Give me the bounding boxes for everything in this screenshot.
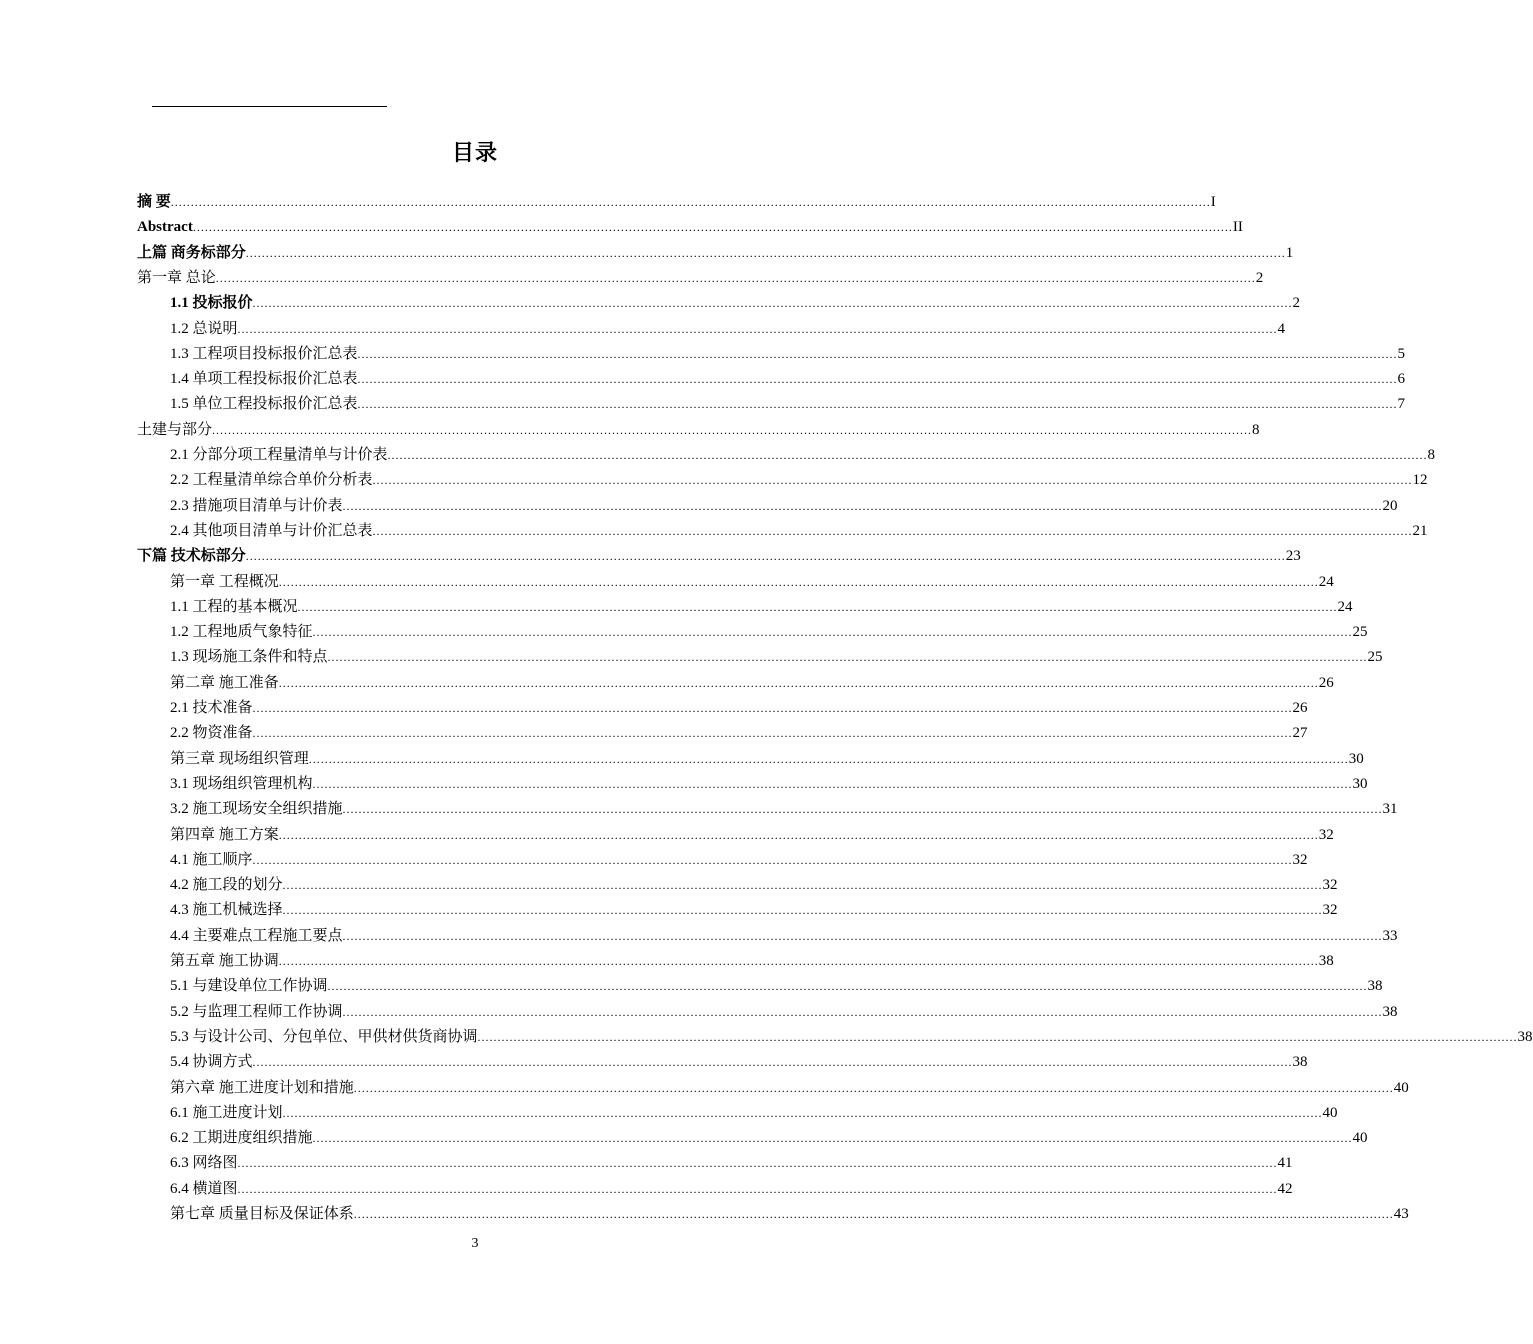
toc-leader-dots: .................................................................................................................................................................................................................................................................... (245, 245, 1286, 260)
toc-entry[interactable] (137, 241, 1294, 266)
toc-entry[interactable] (170, 595, 1353, 620)
toc-leader-dots: .................................................................................................................................................................................................................................................................... (312, 1131, 1353, 1146)
toc-leader-dots: .................................................................................................................................................................................................................................................................... (237, 321, 1278, 336)
toc-entry-page: 25 (1367, 649, 1383, 666)
toc-entry[interactable] (170, 1126, 1368, 1151)
toc-entry[interactable] (170, 1151, 1293, 1176)
toc-entry-title: 3.2 施工现场安全组织措施 (170, 801, 343, 818)
toc-entry-title: 第三章 现场组织管理 (170, 750, 309, 767)
toc-leader-dots: .................................................................................................................................................................................................................................................................... (282, 1105, 1323, 1120)
toc-entry-page: 26 (1318, 674, 1334, 691)
toc-entry-title: 2.1 技术准备 (170, 700, 253, 716)
toc-entry-page: 2 (1255, 269, 1264, 286)
toc-entry-title: 土建与部分 (137, 421, 213, 438)
toc-entry-title: 2.3 措施项目清单与计价表 (170, 497, 343, 514)
toc-entry-page: 7 (1397, 396, 1406, 413)
toc-entry-title: 1.2 工程地质气象特征 (170, 624, 313, 641)
toc-leader-dots: .................................................................................................................................................................................................................................................................... (353, 1080, 1394, 1095)
toc-entry[interactable] (170, 873, 1338, 898)
toc-entry[interactable] (170, 696, 1308, 721)
toc-entry-title: 第四章 施工方案 (170, 826, 279, 843)
toc-leader-dots: .................................................................................................................................................................................................................................................................... (327, 979, 1368, 994)
toc-leader-dots: .................................................................................................................................................................................................................................................................... (297, 599, 1338, 614)
toc-leader-dots: .................................................................................................................................................................................................................................................................... (252, 726, 1293, 741)
toc-entry[interactable] (170, 645, 1383, 670)
toc-entry[interactable] (170, 671, 1334, 696)
toc-entry-page: 24 (1318, 573, 1334, 590)
toc-entry-page: 40 (1393, 1079, 1409, 1096)
toc-entry[interactable] (170, 1000, 1398, 1025)
toc-leader-dots: .................................................................................................................................................................................................................................................................... (353, 1207, 1394, 1221)
toc-entry-title: 2.2 工程量清单综合单价分析表 (170, 472, 373, 489)
toc-entry[interactable] (170, 848, 1308, 873)
toc-leader-dots: .................................................................................................................................................................................................................................................................... (308, 751, 1349, 766)
toc-entry-title: 4.1 施工顺序 (170, 851, 253, 868)
toc-leader-dots: .................................................................................................................................................................................................................................................................... (282, 878, 1323, 893)
page-number: 3 (471, 1236, 479, 1251)
toc-entry-page: II (1232, 219, 1243, 236)
toc-entry-title: 4.2 施工段的划分 (170, 877, 283, 894)
toc-entry[interactable] (170, 974, 1383, 999)
page-title: 目录 (451, 141, 498, 166)
toc-entry-title: 1.2 总说明 (170, 320, 238, 337)
toc-leader-dots: .................................................................................................................................................................................................................................................................... (252, 1055, 1293, 1070)
toc-entry-title: 4.3 施工机械选择 (170, 902, 283, 919)
toc-entry-title: 1.4 单项工程投标报价汇总表 (170, 371, 358, 388)
toc-entry-page: 1 (1285, 244, 1294, 261)
toc-entry-title: 5.4 协调方式 (170, 1054, 253, 1071)
toc-leader-dots: .................................................................................................................................................................................................................................................................... (357, 372, 1398, 387)
toc-entry[interactable] (170, 291, 1301, 316)
toc-leader-dots: .................................................................................................................................................................................................................................................................... (278, 827, 1319, 842)
toc-entry-page: 6 (1397, 371, 1406, 388)
toc-entry[interactable] (170, 317, 1286, 342)
toc-entry-page: 24 (1337, 598, 1353, 615)
toc-entry-page: 12 (1412, 472, 1428, 489)
toc-entry-page: 32 (1322, 902, 1338, 919)
toc-entry-title: 1.5 单位工程投标报价汇总表 (170, 396, 358, 413)
toc-leader-dots: .................................................................................................................................................................................................................................................................... (252, 701, 1293, 715)
toc-entry[interactable] (170, 772, 1368, 797)
toc-entry-title: 第六章 施工进度计划和措施 (170, 1079, 354, 1096)
toc-entry[interactable] (170, 949, 1334, 974)
toc-entry[interactable] (170, 367, 1406, 392)
toc-leader-dots: .................................................................................................................................................................................................................................................................... (342, 1004, 1383, 1019)
toc-entry-page: 25 (1352, 624, 1368, 641)
toc-entry[interactable] (170, 898, 1338, 923)
toc-leader-dots: .................................................................................................................................................................................................................................................................... (342, 802, 1383, 817)
toc-entry-title: 上篇 商务标部分 (137, 244, 246, 261)
toc-leader-dots: .................................................................................................................................................................................................................................................................... (252, 296, 1293, 311)
toc-entry-title: 第一章 工程概况 (170, 573, 279, 590)
toc-entry-title: 6.1 施工进度计划 (170, 1104, 283, 1121)
toc-entry[interactable] (137, 544, 1301, 569)
toc-entry-page: 41 (1277, 1155, 1293, 1172)
toc-entry-page: 38 (1517, 1028, 1533, 1045)
toc-entry-title: 2.4 其他项目清单与计价汇总表 (170, 522, 373, 539)
toc-entry-title: 1.1 投标报价 (170, 295, 253, 312)
toc-entry[interactable] (170, 1050, 1308, 1075)
toc-entry-page: 8 (1252, 421, 1260, 438)
toc-entry-title: 第一章 总论 (137, 269, 216, 286)
toc-entry-title: 下篇 技术标部分 (137, 548, 246, 565)
toc-entry-page: 38 (1367, 978, 1383, 995)
toc-leader-dots: .................................................................................................................................................................................................................................................................... (237, 1181, 1278, 1196)
toc-entry-page: 27 (1292, 725, 1308, 742)
toc-leader-dots: .................................................................................................................................................................................................................................................................... (372, 473, 1413, 488)
toc-entry-title: 2.2 物资准备 (170, 725, 253, 742)
toc-entry-title: 6.3 网络图 (170, 1155, 238, 1172)
toc-entry[interactable] (170, 494, 1398, 519)
toc-entry[interactable] (170, 1076, 1409, 1101)
toc-entry[interactable] (137, 215, 1243, 240)
toc-entry-title: 第二章 施工准备 (170, 674, 279, 691)
toc-leader-dots: .................................................................................................................................................................................................................................................................... (245, 549, 1286, 564)
toc-entry[interactable] (170, 570, 1334, 595)
toc-leader-dots: .................................................................................................................................................................................................................................................................... (278, 954, 1319, 968)
header-rule (152, 106, 387, 107)
toc-entry-page: 20 (1382, 497, 1398, 514)
toc-entry[interactable] (170, 392, 1406, 417)
toc-leader-dots: .................................................................................................................................................................................................................................................................... (252, 852, 1293, 867)
toc-entry[interactable] (170, 747, 1364, 772)
toc-entry-page: 4 (1277, 320, 1286, 337)
toc-entry-title: 6.4 横道图 (170, 1180, 238, 1197)
toc-entry-page: 30 (1352, 775, 1368, 792)
toc-entry-page: 32 (1318, 826, 1334, 843)
toc-entry[interactable] (170, 797, 1398, 822)
toc-leader-dots: .................................................................................................................................................................................................................................................................... (170, 195, 1211, 209)
toc-entry-title: 5.2 与监理工程师工作协调 (170, 1003, 343, 1020)
toc-leader-dots: .................................................................................................................................................................................................................................................................... (327, 650, 1368, 665)
toc-entry-page: 31 (1382, 801, 1398, 818)
toc-entry-title: 第五章 施工协调 (170, 953, 279, 969)
toc-entry-page: 42 (1277, 1180, 1293, 1197)
toc-leader-dots: .................................................................................................................................................................................................................................................................... (192, 220, 1233, 235)
toc-entry-page: 26 (1292, 700, 1308, 716)
toc-leader-dots: .................................................................................................................................................................................................................................................................... (342, 498, 1383, 513)
toc-entry-page: 38 (1382, 1003, 1398, 1020)
toc-leader-dots: .................................................................................................................................................................................................................................................................... (342, 928, 1383, 943)
toc-entry[interactable] (170, 1025, 1533, 1050)
toc-leader-dots: .................................................................................................................................................................................................................................................................... (237, 1156, 1278, 1171)
toc-entry-page: 30 (1348, 750, 1364, 767)
toc-entry-title: Abstract (137, 219, 193, 236)
toc-entry-title: 3.1 现场组织管理机构 (170, 775, 313, 792)
toc-leader-dots: .................................................................................................................................................................................................................................................................... (372, 523, 1413, 538)
toc-entry-page: 33 (1382, 927, 1398, 944)
toc-entry-title: 1.1 工程的基本概况 (170, 598, 298, 615)
toc-entry-title: 第七章 质量目标及保证体系 (170, 1206, 354, 1222)
toc-entry-page: 43 (1393, 1206, 1409, 1222)
toc-entry-page: I (1210, 194, 1216, 210)
toc-entry[interactable] (170, 342, 1406, 367)
toc-entry[interactable] (137, 418, 1260, 443)
toc-entry[interactable] (170, 620, 1368, 645)
toc-entry-page: 38 (1318, 953, 1334, 969)
toc-entry-page: 21 (1412, 522, 1428, 539)
toc-entry[interactable] (170, 1101, 1338, 1126)
toc-entry[interactable] (137, 266, 1264, 291)
toc-entry-page: 38 (1292, 1054, 1308, 1071)
toc-entry-page: 8 (1427, 447, 1436, 463)
toc-entry[interactable] (170, 823, 1334, 848)
toc-leader-dots: .................................................................................................................................................................................................................................................................... (477, 1029, 1518, 1044)
toc-entry-page: 40 (1352, 1130, 1368, 1147)
toc-entry[interactable] (170, 721, 1308, 746)
toc-entry-title: 摘 要 (137, 194, 171, 210)
toc-entry-title: 1.3 现场施工条件和特点 (170, 649, 328, 666)
toc-entry[interactable] (137, 190, 1216, 215)
toc-leader-dots: .................................................................................................................................................................................................................................................................... (278, 675, 1319, 690)
toc-entry[interactable] (170, 924, 1398, 949)
toc-leader-dots: .................................................................................................................................................................................................................................................................... (278, 574, 1319, 589)
toc-entry-page: 2 (1292, 295, 1301, 312)
toc-leader-dots: .................................................................................................................................................................................................................................................................... (212, 422, 1253, 437)
toc-entry-title: 4.4 主要难点工程施工要点 (170, 927, 343, 944)
toc-entry[interactable] (170, 468, 1428, 493)
toc-entry[interactable] (170, 443, 1436, 468)
toc-entry[interactable] (170, 519, 1428, 544)
toc-entry-title: 2.1 分部分项工程量清单与计价表 (170, 447, 388, 463)
toc-entry-page: 23 (1285, 548, 1301, 565)
toc-entry-title: 5.1 与建设单位工作协调 (170, 978, 328, 995)
toc-leader-dots: .................................................................................................................................................................................................................................................................... (312, 625, 1353, 640)
toc-entry-page: 5 (1397, 345, 1406, 362)
toc-entry-title: 6.2 工期进度组织措施 (170, 1130, 313, 1147)
toc-entry-page: 32 (1292, 851, 1308, 868)
toc-leader-dots: .................................................................................................................................................................................................................................................................... (215, 270, 1256, 285)
toc-leader-dots: .................................................................................................................................................................................................................................................................... (312, 776, 1353, 791)
toc-entry-title: 1.3 工程项目投标报价汇总表 (170, 345, 358, 362)
toc-entry[interactable] (170, 1177, 1293, 1202)
toc-entry-page: 40 (1322, 1104, 1338, 1121)
toc-entry[interactable] (170, 1202, 1409, 1227)
toc-leader-dots: .................................................................................................................................................................................................................................................................... (282, 903, 1323, 918)
toc-entry-title: 5.3 与设计公司、分包单位、甲供材供货商协调 (170, 1028, 478, 1045)
toc-leader-dots: .................................................................................................................................................................................................................................................................... (357, 346, 1398, 361)
toc-leader-dots: .................................................................................................................................................................................................................................................................... (387, 448, 1428, 462)
toc-entry-page: 32 (1322, 877, 1338, 894)
toc-leader-dots: .................................................................................................................................................................................................................................................................... (357, 397, 1398, 412)
